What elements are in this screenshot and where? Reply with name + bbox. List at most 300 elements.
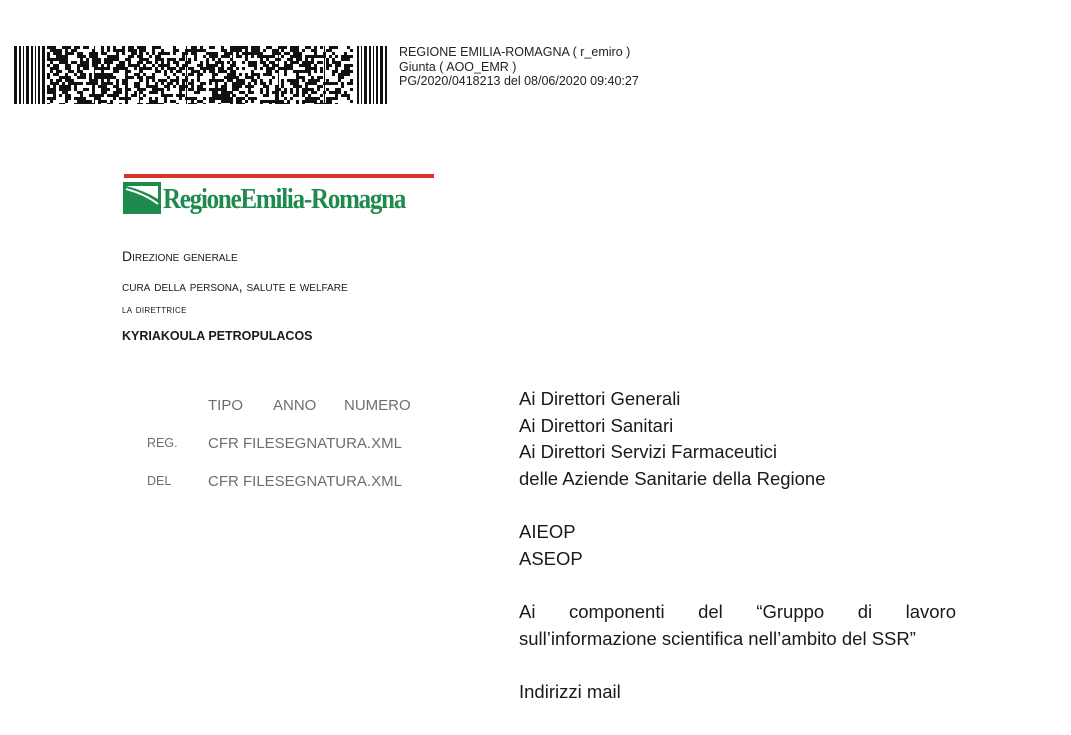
barcode-module xyxy=(56,52,59,55)
recipient-mail-addresses: Indirizzi mail xyxy=(519,681,621,702)
barcode-module xyxy=(83,64,86,67)
barcode-module xyxy=(71,82,74,85)
barcode-module xyxy=(260,67,263,70)
barcode-module xyxy=(227,52,230,55)
barcode-guard-bar xyxy=(19,46,21,104)
barcode-module xyxy=(140,67,143,70)
barcode-module xyxy=(116,58,119,61)
barcode-module xyxy=(293,46,296,49)
barcode-module xyxy=(218,79,221,82)
barcode-module xyxy=(311,91,314,94)
barcode-module xyxy=(347,46,350,49)
barcode-module xyxy=(122,67,125,70)
barcode-module xyxy=(110,55,113,58)
barcode-module xyxy=(224,94,227,97)
barcode-module xyxy=(308,55,311,58)
barcode-module xyxy=(344,55,347,58)
barcode-module xyxy=(95,52,98,55)
barcode-module xyxy=(287,64,290,67)
barcode-module xyxy=(161,82,164,85)
barcode-module xyxy=(350,88,353,91)
barcode-module xyxy=(182,88,185,91)
barcode-module xyxy=(251,85,254,88)
barcode-module xyxy=(242,52,245,55)
barcode-module xyxy=(224,100,227,103)
director-name: KYRIAKOULA PETROPULACOS xyxy=(122,329,313,343)
barcode-module xyxy=(314,82,317,85)
barcode-module xyxy=(131,76,134,79)
barcode-module xyxy=(146,61,149,64)
barcode-module xyxy=(227,55,230,58)
barcode-module xyxy=(344,70,347,73)
barcode-module xyxy=(182,67,185,70)
barcode-module xyxy=(218,103,221,104)
barcode-module xyxy=(59,88,62,91)
barcode-module xyxy=(203,97,206,100)
barcode-module xyxy=(281,49,284,52)
barcode-module xyxy=(176,64,179,67)
barcode-module xyxy=(65,58,68,61)
barcode-module xyxy=(281,103,284,104)
barcode-module xyxy=(332,97,335,100)
barcode-module xyxy=(59,70,62,73)
barcode-module xyxy=(191,73,194,76)
barcode-module xyxy=(74,46,77,49)
barcode-module xyxy=(98,103,101,104)
barcode-guard-bar xyxy=(385,46,387,104)
barcode-module xyxy=(50,97,53,100)
barcode-module xyxy=(266,64,269,67)
barcode-module xyxy=(65,94,68,97)
barcode-module xyxy=(221,94,224,97)
barcode-module xyxy=(317,103,320,104)
barcode-module xyxy=(152,88,155,91)
barcode-module xyxy=(164,79,167,82)
barcode-module xyxy=(320,100,323,103)
recipients-block xyxy=(519,386,956,706)
barcode-module xyxy=(152,64,155,67)
barcode-module xyxy=(305,82,308,85)
barcode-module xyxy=(314,64,317,67)
barcode-guard-bar xyxy=(373,46,374,104)
barcode-module xyxy=(212,97,215,100)
barcode-module xyxy=(305,55,308,58)
barcode-module xyxy=(188,67,191,70)
barcode-module xyxy=(146,82,149,85)
barcode-module xyxy=(224,55,227,58)
barcode-module xyxy=(248,85,251,88)
barcode-module xyxy=(176,103,179,104)
barcode-module xyxy=(113,49,116,52)
barcode-module xyxy=(215,82,218,85)
barcode-module xyxy=(122,61,125,64)
barcode-module xyxy=(68,52,71,55)
barcode-module xyxy=(326,82,329,85)
recipient-line: Ai Direttori Generali xyxy=(519,388,681,409)
barcode-module xyxy=(254,67,257,70)
barcode-module xyxy=(290,58,293,61)
barcode-module xyxy=(62,61,65,64)
barcode-module xyxy=(125,58,128,61)
barcode-module xyxy=(161,103,164,104)
barcode-module xyxy=(284,73,287,76)
barcode-module xyxy=(212,67,215,70)
barcode-module xyxy=(296,100,299,103)
barcode-module xyxy=(308,88,311,91)
barcode-module xyxy=(191,82,194,85)
barcode-module xyxy=(254,52,257,55)
barcode-module xyxy=(245,58,248,61)
barcode-module xyxy=(341,94,344,97)
barcode-module xyxy=(287,79,290,82)
barcode-module xyxy=(167,82,170,85)
barcode-module xyxy=(257,46,260,49)
barcode-module xyxy=(248,64,251,67)
barcode-module xyxy=(113,70,116,73)
barcode-module xyxy=(332,52,335,55)
barcode-module xyxy=(89,94,92,97)
barcode-module xyxy=(284,91,287,94)
barcode-module xyxy=(242,82,245,85)
barcode-module xyxy=(296,73,299,76)
barcode-module xyxy=(338,73,341,76)
barcode-module xyxy=(215,97,218,100)
barcode-module xyxy=(59,85,62,88)
barcode-module xyxy=(308,67,311,70)
barcode-module xyxy=(101,100,104,103)
barcode-module xyxy=(272,64,275,67)
barcode-module xyxy=(209,82,212,85)
recipient-line: Ai Direttori Sanitari xyxy=(519,414,674,436)
barcode-module xyxy=(341,70,344,73)
barcode-module xyxy=(221,64,224,67)
barcode-module xyxy=(326,103,329,104)
barcode-module xyxy=(281,67,284,70)
barcode-module xyxy=(296,103,299,104)
barcode-module xyxy=(98,58,101,61)
barcode-module xyxy=(173,85,176,88)
barcode-guard-bar xyxy=(35,46,36,104)
barcode-module xyxy=(281,79,284,82)
barcode-module xyxy=(140,103,143,104)
barcode-module xyxy=(191,49,194,52)
barcode-module xyxy=(341,85,344,88)
barcode-module xyxy=(281,85,284,88)
barcode-module xyxy=(101,46,104,49)
barcode-module xyxy=(56,79,59,82)
barcode-module xyxy=(53,52,56,55)
barcode-module xyxy=(47,103,50,104)
barcode-module xyxy=(344,94,347,97)
barcode-module xyxy=(239,103,242,104)
barcode-module xyxy=(173,67,176,70)
barcode-module xyxy=(119,49,122,52)
barcode-module xyxy=(134,85,137,88)
barcode-module xyxy=(188,58,191,61)
barcode-module xyxy=(293,79,296,82)
barcode-module xyxy=(143,64,146,67)
barcode-module xyxy=(89,76,92,79)
barcode-module xyxy=(290,61,293,64)
barcode-module xyxy=(194,70,197,73)
barcode-module xyxy=(131,49,134,52)
barcode-module xyxy=(344,52,347,55)
barcode-module xyxy=(80,58,83,61)
barcode-module xyxy=(245,76,248,79)
barcode-module xyxy=(284,52,287,55)
barcode-module xyxy=(215,79,218,82)
barcode-module xyxy=(239,100,242,103)
barcode-module xyxy=(146,76,149,79)
barcode-module xyxy=(65,73,68,76)
barcode-module xyxy=(248,61,251,64)
barcode-module xyxy=(263,82,266,85)
barcode-module xyxy=(311,67,314,70)
barcode-module xyxy=(350,70,353,73)
barcode-module xyxy=(158,88,161,91)
barcode-module xyxy=(110,94,113,97)
barcode-module xyxy=(206,67,209,70)
barcode-module xyxy=(251,76,254,79)
barcode-module xyxy=(260,61,263,64)
barcode-module xyxy=(299,70,302,73)
barcode-module xyxy=(314,79,317,82)
barcode-module xyxy=(254,49,257,52)
barcode-module xyxy=(248,97,251,100)
barcode-module xyxy=(218,58,221,61)
barcode-module xyxy=(272,67,275,70)
barcode-module xyxy=(125,100,128,103)
barcode-module xyxy=(221,79,224,82)
barcode-module xyxy=(281,94,284,97)
barcode-module xyxy=(311,79,314,82)
barcode-module xyxy=(83,88,86,91)
barcode-module xyxy=(104,67,107,70)
barcode-module xyxy=(179,70,182,73)
barcode-module xyxy=(65,67,68,70)
barcode-module xyxy=(125,73,128,76)
barcode-module xyxy=(86,46,89,49)
barcode-module xyxy=(101,88,104,91)
barcode-module xyxy=(251,61,254,64)
barcode-module xyxy=(329,103,332,104)
barcode-module xyxy=(317,76,320,79)
barcode-module xyxy=(80,52,83,55)
barcode-module xyxy=(80,100,83,103)
barcode-module xyxy=(326,100,329,103)
barcode-module xyxy=(107,61,110,64)
barcode xyxy=(14,46,388,104)
barcode-module xyxy=(47,73,50,76)
barcode-module xyxy=(212,88,215,91)
barcode-module xyxy=(158,70,161,73)
barcode-module xyxy=(224,91,227,94)
barcode-module xyxy=(248,88,251,91)
barcode-module xyxy=(59,79,62,82)
barcode-module xyxy=(128,76,131,79)
barcode-module xyxy=(239,85,242,88)
barcode-module xyxy=(308,79,311,82)
barcode-module xyxy=(266,70,269,73)
barcode-module xyxy=(239,79,242,82)
barcode-module xyxy=(251,52,254,55)
barcode-module xyxy=(95,55,98,58)
barcode-module xyxy=(254,64,257,67)
barcode-module xyxy=(107,46,110,49)
barcode-module xyxy=(203,70,206,73)
barcode-module xyxy=(335,97,338,100)
barcode-module xyxy=(281,46,284,49)
barcode-module xyxy=(341,55,344,58)
barcode-module xyxy=(299,55,302,58)
barcode-module xyxy=(248,76,251,79)
barcode-module xyxy=(59,49,62,52)
barcode-module xyxy=(74,73,77,76)
barcode-module xyxy=(188,88,191,91)
barcode-module xyxy=(242,67,245,70)
barcode-module xyxy=(296,70,299,73)
barcode-module xyxy=(125,94,128,97)
barcode-module xyxy=(134,91,137,94)
barcode-module xyxy=(329,91,332,94)
barcode-module xyxy=(245,94,248,97)
barcode-graphic xyxy=(14,46,388,104)
barcode-module xyxy=(254,46,257,49)
barcode-module xyxy=(260,100,263,103)
barcode-module xyxy=(155,55,158,58)
barcode-module xyxy=(113,85,116,88)
barcode-module xyxy=(269,55,272,58)
barcode-module xyxy=(236,49,239,52)
barcode-module xyxy=(95,76,98,79)
barcode-module xyxy=(344,73,347,76)
barcode-module xyxy=(176,76,179,79)
barcode-module xyxy=(263,85,266,88)
barcode-module xyxy=(203,55,206,58)
barcode-module xyxy=(74,61,77,64)
barcode-module xyxy=(179,88,182,91)
barcode-module xyxy=(287,100,290,103)
barcode-module xyxy=(173,73,176,76)
barcode-module xyxy=(191,85,194,88)
barcode-module xyxy=(245,55,248,58)
recipient-line: delle Aziende Sanitarie della Regione xyxy=(519,467,826,489)
barcode-module xyxy=(104,88,107,91)
barcode-module xyxy=(200,100,203,103)
barcode-module xyxy=(209,67,212,70)
barcode-module xyxy=(275,64,278,67)
barcode-module xyxy=(212,76,215,79)
barcode-module xyxy=(83,76,86,79)
barcode-module xyxy=(155,91,158,94)
barcode-module xyxy=(200,61,203,64)
barcode-module xyxy=(53,64,56,67)
barcode-module xyxy=(233,64,236,67)
barcode-module xyxy=(182,94,185,97)
barcode-module xyxy=(335,94,338,97)
barcode-module xyxy=(350,79,353,82)
barcode-module xyxy=(215,55,218,58)
barcode-module xyxy=(308,94,311,97)
barcode-module xyxy=(299,52,302,55)
barcode-module xyxy=(128,64,131,67)
barcode-module xyxy=(155,58,158,61)
barcode-module xyxy=(107,94,110,97)
barcode-module xyxy=(50,82,53,85)
barcode-module xyxy=(248,82,251,85)
barcode-module xyxy=(140,70,143,73)
barcode-module xyxy=(236,82,239,85)
barcode-module xyxy=(335,61,338,64)
barcode-module xyxy=(269,73,272,76)
barcode-module xyxy=(149,67,152,70)
barcode-module xyxy=(134,94,137,97)
barcode-module xyxy=(236,100,239,103)
barcode-module xyxy=(209,46,212,49)
barcode-module xyxy=(188,73,191,76)
barcode-module xyxy=(128,88,131,91)
barcode-module xyxy=(122,79,125,82)
barcode-module xyxy=(155,100,158,103)
barcode-module xyxy=(155,103,158,104)
barcode-module xyxy=(263,49,266,52)
barcode-module xyxy=(68,97,71,100)
barcode-module xyxy=(107,82,110,85)
barcode-module xyxy=(245,46,248,49)
barcode-module xyxy=(68,82,71,85)
barcode-module xyxy=(80,73,83,76)
barcode-module xyxy=(266,100,269,103)
barcode-separator xyxy=(139,46,140,104)
barcode-module xyxy=(332,70,335,73)
barcode-module xyxy=(125,85,128,88)
barcode-module xyxy=(164,52,167,55)
barcode-module xyxy=(125,82,128,85)
barcode-module xyxy=(296,82,299,85)
barcode-module xyxy=(308,100,311,103)
barcode-module xyxy=(188,49,191,52)
barcode-module xyxy=(113,67,116,70)
barcode-module xyxy=(47,64,50,67)
barcode-module xyxy=(200,64,203,67)
barcode-module xyxy=(98,76,101,79)
barcode-module xyxy=(167,64,170,67)
barcode-module xyxy=(59,55,62,58)
barcode-module xyxy=(224,49,227,52)
barcode-module xyxy=(65,76,68,79)
barcode-module xyxy=(224,82,227,85)
barcode-module xyxy=(152,46,155,49)
barcode-module xyxy=(236,55,239,58)
barcode-module xyxy=(65,55,68,58)
barcode-module xyxy=(134,52,137,55)
barcode-module xyxy=(317,55,320,58)
barcode-module xyxy=(101,91,104,94)
barcode-module xyxy=(164,85,167,88)
barcode-module xyxy=(311,49,314,52)
barcode-module xyxy=(191,46,194,49)
barcode-module xyxy=(95,79,98,82)
barcode-module xyxy=(233,70,236,73)
barcode-module xyxy=(179,58,182,61)
barcode-module xyxy=(140,55,143,58)
barcode-module xyxy=(314,103,317,104)
barcode-module xyxy=(155,61,158,64)
barcode-module xyxy=(332,91,335,94)
barcode-module xyxy=(317,85,320,88)
barcode-module xyxy=(317,97,320,100)
barcode-module xyxy=(134,49,137,52)
